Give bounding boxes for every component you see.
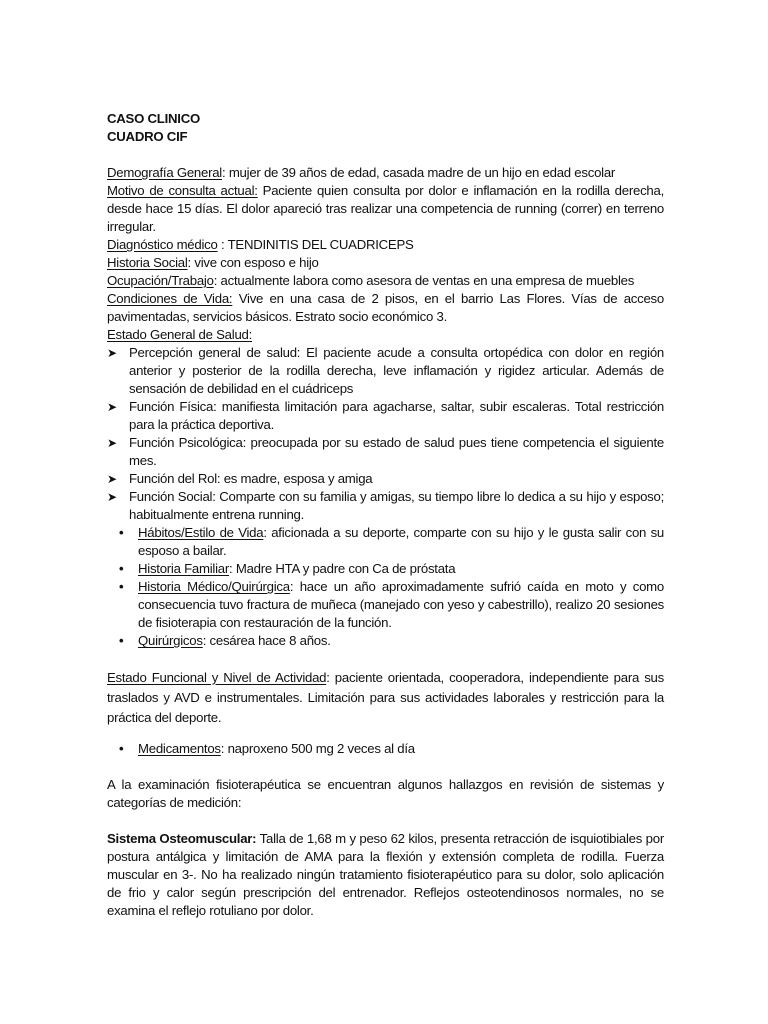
bullet-icon: • [119, 741, 124, 756]
consult-reason-text: Paciente quien consulta por dolor e inflamación en la rodilla derecha, desde hace 15 días. El dolor apareció tras realizar una competencia de running (correr) en terreno irregular. [107, 183, 664, 234]
medication-list [107, 740, 664, 758]
list-item: ➤ Función del Rol: es madre, esposa y amiga [107, 471, 373, 486]
bullet-icon: • [119, 525, 124, 540]
list-item: ➤ Función Física: manifiesta limitación para agacharse, saltar, subir escaleras. Total restricción para la práctica deportiva. [107, 399, 664, 432]
occupation-text: actualmente labora como asesora de ventas en una empresa de muebles [217, 273, 635, 288]
demography-line: Demografía General: mujer de 39 años de edad, casada madre de un hijo en edad escolar [107, 165, 616, 180]
consult-reason-line [107, 182, 664, 236]
diagnosis-line [107, 236, 664, 254]
functional-status-paragraph: Estado Funcional y Nivel de Actividad: paciente orientada, cooperadora, independiente para sus traslados y AVD e instrumentales. Limitación para sus actividades laborales y restricción para la práctica del deporte. [107, 670, 664, 725]
diagnosis-label: Diagnóstico médico [107, 237, 218, 252]
exam-intro-paragraph: A la examinación fisioterapéutica se encuentran algunos hallazgos en revisión de sistemas y categorías de medición: [107, 777, 664, 810]
list-item: • Quirúrgicos: cesárea hace 8 años. [119, 633, 331, 648]
osteomuscular-label: Sistema Osteomuscular: [107, 831, 257, 846]
list-item: • Historia Médico/Quirúrgica: hace un año aproximadamente sufrió caída en moto y como consecuencia tuvo fractura de muñeca (manejado con yeso y cabestrillo), realizo 20 sesiones de fisioterapia con restauración de la función. [119, 579, 665, 630]
living-conditions-label: Condiciones de Vida: [107, 291, 233, 306]
health-arrow-list [107, 344, 664, 524]
arrow-icon: ➤ [107, 472, 117, 486]
occupation-label: Ocupación/Trabajo [107, 273, 214, 288]
general-health-label: Estado General de Salud: [107, 327, 253, 342]
social-history-line: Historia Social: vive con esposo e hijo [107, 255, 319, 270]
history-bullet-list [107, 524, 664, 650]
list-item: • Medicamentos: naproxeno 500 mg 2 veces al día [119, 741, 415, 756]
bullet-icon: • [119, 561, 124, 576]
arrow-icon: ➤ [107, 400, 117, 414]
bullet-icon: • [119, 633, 124, 648]
list-item: • Hábitos/Estilo de Vida: aficionada a su deporte, comparte con su hijo y le gusta salir con su esposo a bailar. [119, 525, 665, 558]
diagnosis-text: : TENDINITIS DEL CUADRICEPS [217, 237, 414, 252]
list-item: ➤ Función Psicológica: preocupada por su estado de salud pues tiene competencia el siguiente mes. [107, 435, 664, 468]
living-conditions-text: Vive en una casa de 2 pisos, en el barrio Las Flores. Vías de acceso pavimentadas, servicios básicos. Estrato socio económico 3. [107, 291, 664, 324]
social-history-text: vive con esposo e hijo [190, 255, 319, 270]
case-subtitle: CUADRO CIF [107, 129, 188, 144]
osteomuscular-paragraph: Sistema Osteomuscular: Talla de 1,68 m y peso 62 kilos, presenta retracción de isquiotibiales por postura antálgica y limitación de AMA para la flexión y extensión completa de rodilla. Fuerza muscular en 3-. No ha realizado ningún tratamiento fisioterapéutico para su dolor, solo aplicación de frio y calor según prescripción del entrenador. Reflejos osteotendinosos normales, no se examina el reflejo rotuliano por dolor. [107, 831, 664, 918]
list-item: • Historia Familiar: Madre HTA y padre con Ca de próstata [119, 561, 456, 576]
consult-reason-label: Motivo de consulta actual: [107, 183, 258, 198]
occupation-line: Ocupación/Trabajo: actualmente labora como asesora de ventas en una empresa de muebles [107, 273, 635, 288]
arrow-icon: ➤ [107, 346, 117, 360]
general-health-line [107, 326, 664, 344]
bullet-icon: • [119, 579, 124, 594]
demography-text: mujer de 39 años de edad, casada madre de un hijo en edad escolar [225, 165, 616, 180]
arrow-icon: ➤ [107, 490, 117, 504]
social-history-label: Historia Social [107, 255, 188, 270]
medication-label: Medicamentos [138, 741, 221, 756]
demography-label: Demografía General [107, 165, 222, 180]
case-title: CASO CLINICO [107, 111, 200, 126]
functional-status-label: Estado Funcional y Nivel de Actividad [107, 670, 327, 685]
living-conditions-line [107, 290, 664, 326]
list-item: ➤ Función Social: Comparte con su familia y amigas, su tiempo libre lo dedica a su hijo y esposo; habitualmente entrena running. [107, 489, 664, 522]
list-item: ➤ Percepción general de salud: El paciente acude a consulta ortopédica con dolor en región anterior y posterior de la rodilla derecha, leve inflamación y rigidez articular. Además de sensación de debilidad en el cuádriceps [107, 345, 664, 396]
arrow-icon: ➤ [107, 436, 117, 450]
